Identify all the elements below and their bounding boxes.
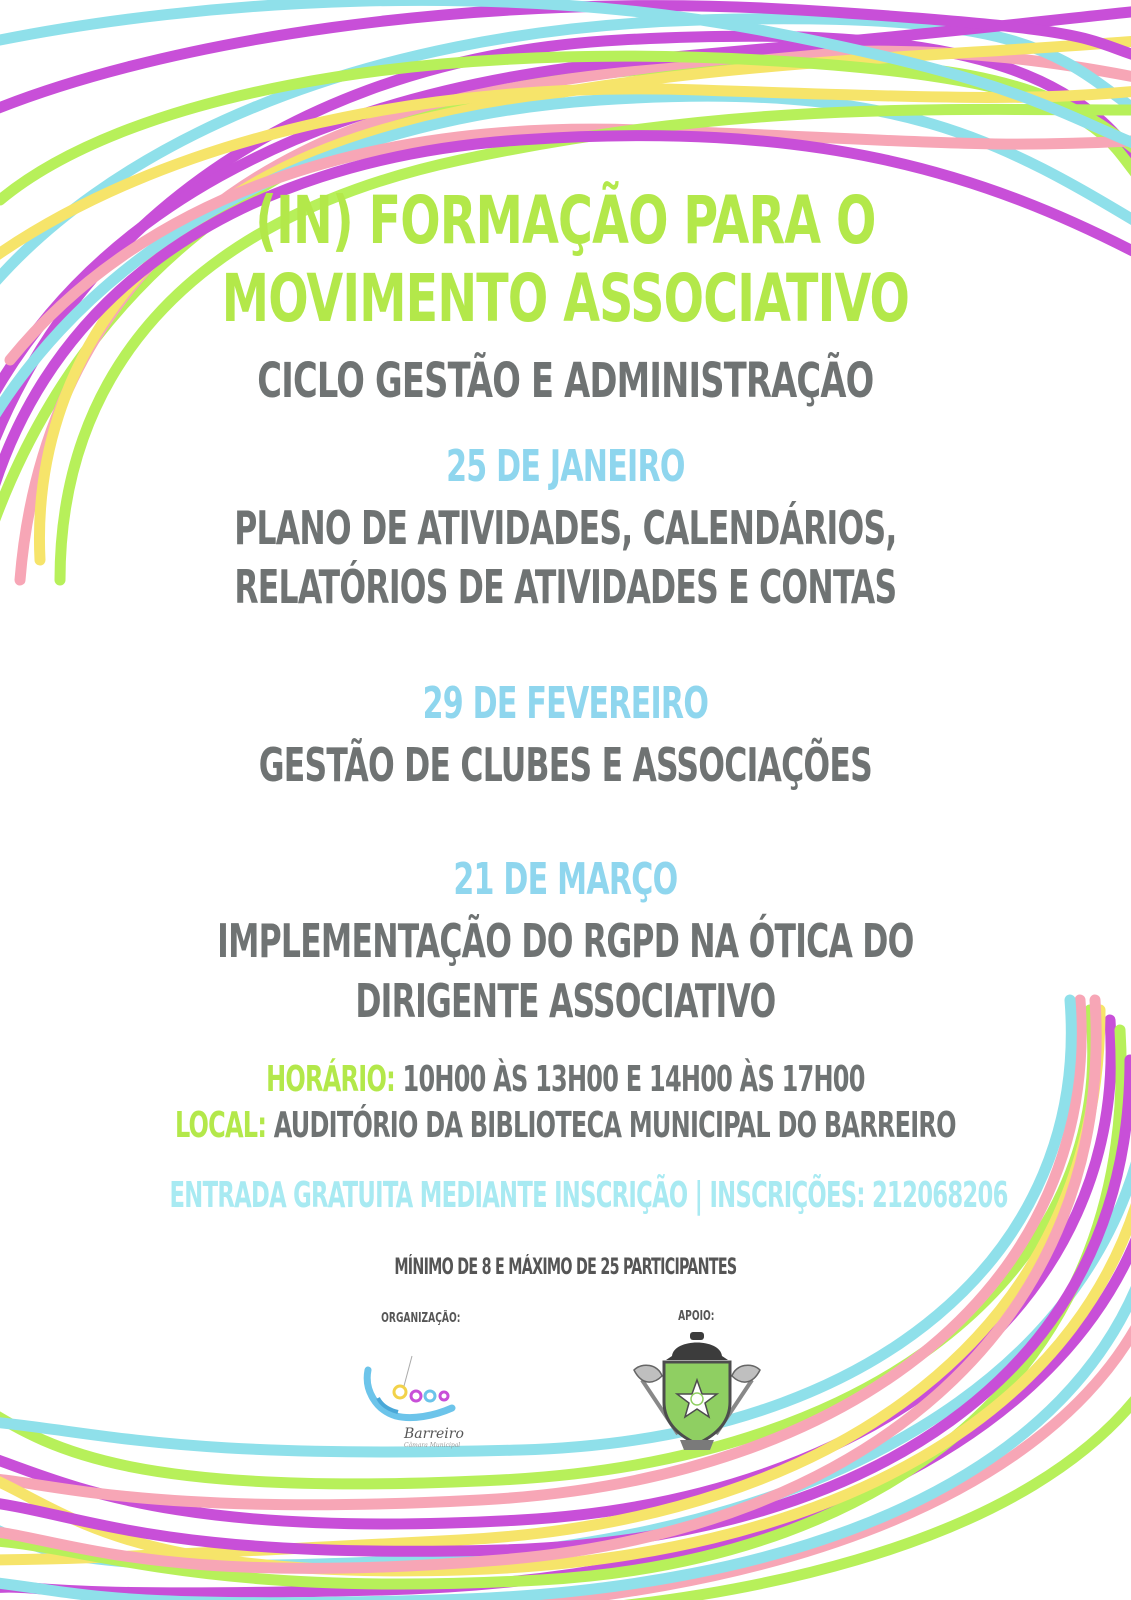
barreiro-logo-text: Barreiro (404, 1426, 464, 1442)
support-label: APOIO: (678, 1309, 715, 1324)
schedule-line (147, 1059, 984, 1100)
location-line (147, 1105, 984, 1146)
barreiro-municipal-logo (362, 1350, 472, 1450)
barreiro-logo-mark (362, 1350, 472, 1430)
location-label: LOCAL: (174, 1105, 267, 1146)
session-3-topic-line-2: DIRIGENTE ASSOCIATIVO (355, 974, 776, 1028)
entry-registration-info: ENTRADA GRATUITA MEDIANTE INSCRIÇÃO | INSCRIÇÕES: 212068206 (169, 1175, 1008, 1216)
organization-label: ORGANIZAÇÃO: (381, 1311, 461, 1326)
location-value: AUDITÓRIO DA BIBLIOTECA MUNICIPAL DO BARREIRO (273, 1105, 956, 1146)
schedule-value: 10H00 ÀS 13H00 E 14H00 ÀS 17H00 (402, 1059, 865, 1100)
session-1-date: 25 DE JANEIRO (446, 441, 685, 492)
session-3-date: 21 DE MARÇO (453, 854, 678, 905)
barreiro-logo-subtext: Câmara Municipal (404, 1442, 461, 1449)
title-line-1: (IN) FORMAÇÃO PARA O (255, 182, 876, 259)
session-2-date: 29 DE FEVEREIRO (422, 678, 709, 729)
session-3-topic-line-1: IMPLEMENTAÇÃO DO RGPD NA ÓTICA DO (217, 914, 914, 968)
cycle-subtitle: CICLO GESTÃO E ADMINISTRAÇÃO (257, 353, 874, 409)
session-1-topic-line-2: RELATÓRIOS DE ATIVIDADES E CONTAS (234, 560, 897, 614)
session-2-topic-line-1: GESTÃO DE CLUBES E ASSOCIAÇÕES (258, 738, 873, 792)
crest-emblem (632, 1332, 762, 1456)
schedule-label: HORÁRIO: (266, 1059, 395, 1100)
session-1-topic-line-1: PLANO DE ATIVIDADES, CALENDÁRIOS, (234, 501, 897, 555)
title-line-2: MOVIMENTO ASSOCIATIVO (221, 260, 910, 337)
participants-note: MÍNIMO DE 8 E MÁXIMO DE 25 PARTICIPANTES (394, 1255, 737, 1280)
firefighters-crest-logo (632, 1332, 762, 1456)
